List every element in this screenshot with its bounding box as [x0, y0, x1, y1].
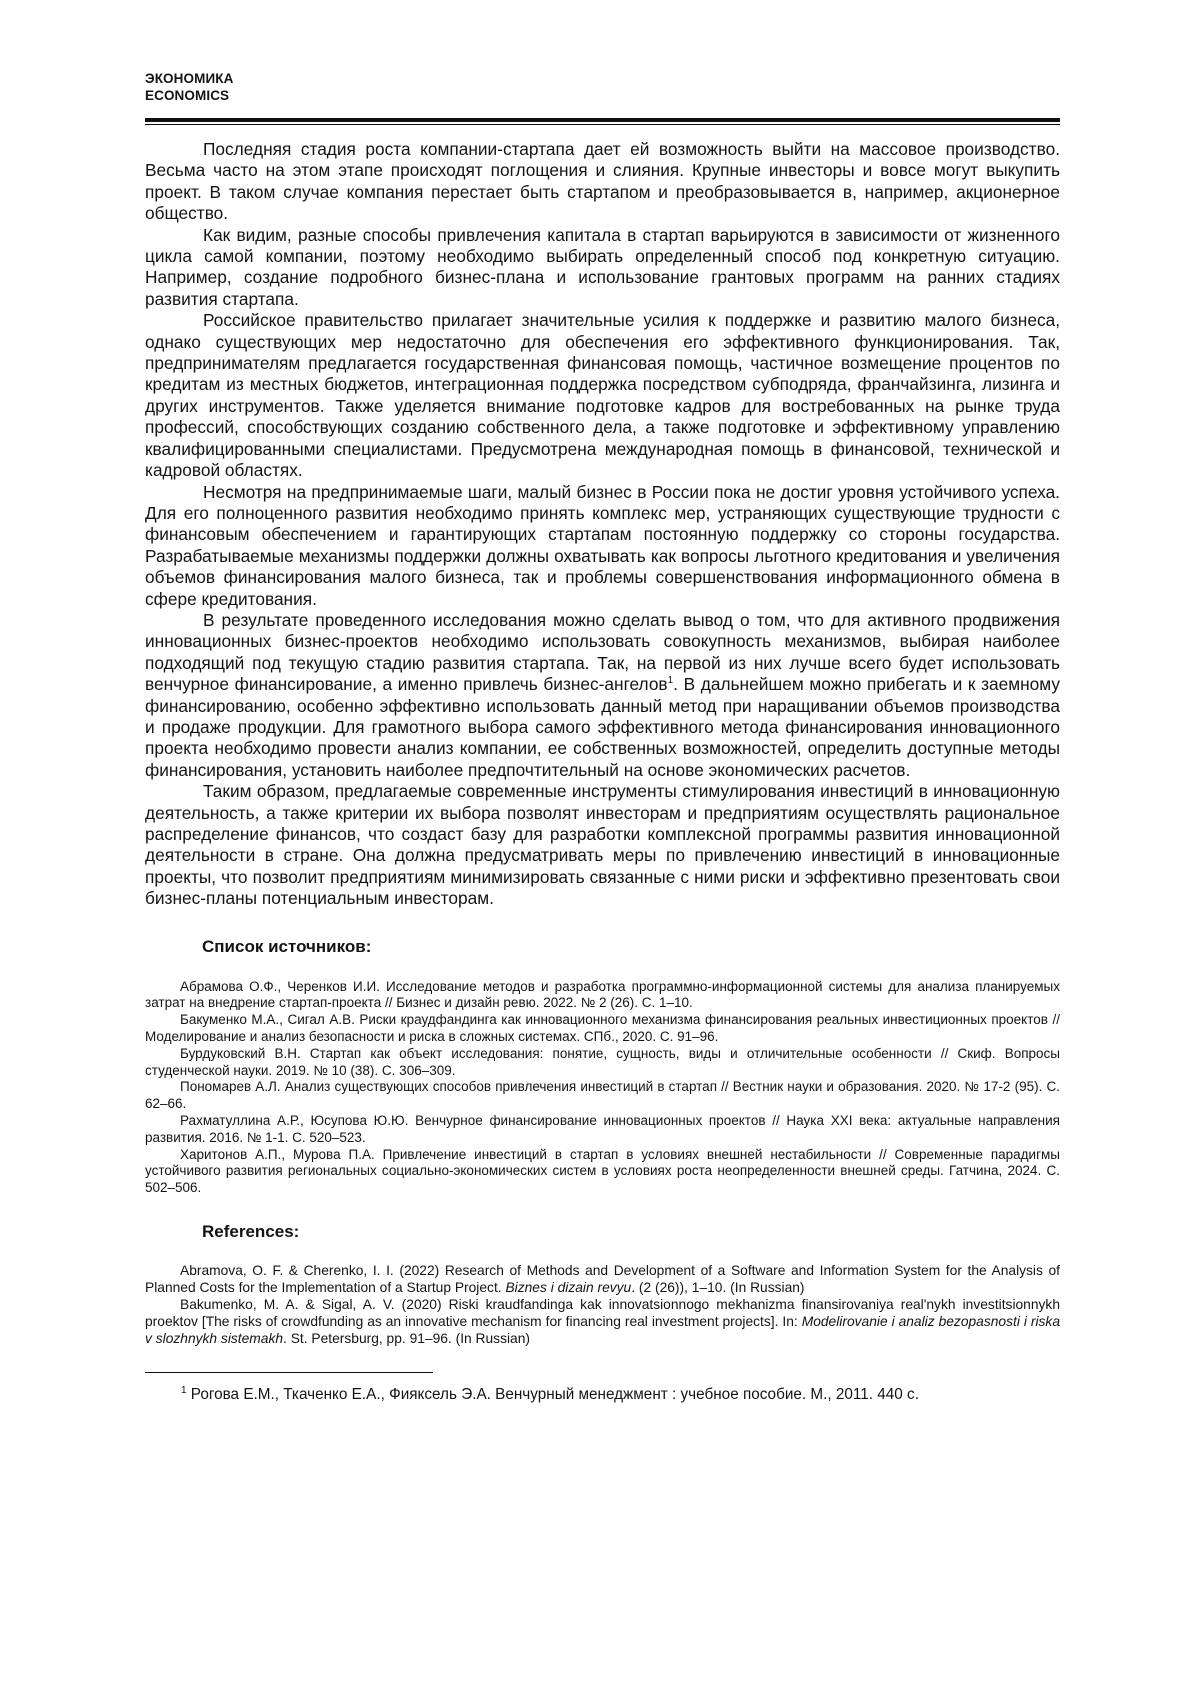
header-rule-thick: [145, 118, 1060, 122]
reference-text: Abramova, O. F. & Cherenko, I. I. (2022) Research of Methods and Development of a Software and Information System for the Analysis of Planned Costs for the Implementation of a Startup Project.: [145, 1262, 1060, 1295]
body-paragraph: Российское правительство прилагает значительные усилия к поддержке и развитию малого бизнеса, однако существующих мер недостаточно для обеспечения его эффективного функционирования. Так, предпринимателям предлагается государственная финансовая помощь, частичное возмещение процентов по кредитам из местных бюджетов, интеграционная поддержка посредством субподряда, франчайзинга, лизинга и других инструментов. Также уделяется внимание подготовке кадров для востребованных на рынке труда профессий, способствующих созданию собственного дела, а также подготовке и эффективному управлению квалифицированными специалистами. Предусмотрена международная помощь в финансовой, технической и кадровой областях.: [145, 310, 1060, 481]
reference-journal: Biznes i dizain revyu: [505, 1279, 632, 1295]
reference-item: [145, 1263, 1060, 1297]
footnote-mark: 1: [181, 1384, 187, 1396]
section-title-en: ECONOMICS: [145, 88, 230, 103]
body-paragraph-text: В результате проведенного исследования можно сделать вывод о том, что для активного продвижения инновационных бизнес-проектов необходимо использовать совокупность механизмов, выбирая наиболее подходящий под текущую стадию развития стартапа. Так, на первой из них лучше всего будет использовать венчурное финансирование, а именно привлечь бизнес-ангелов: [145, 609, 1060, 695]
body-paragraph: [145, 610, 1060, 781]
footnote-text: Рогова Е.М., Ткаченко Е.А., Фияксель Э.А. Венчурный менеджмент : учебное пособие. М., 2011. 440 с.: [186, 1385, 919, 1403]
body-paragraph: Таким образом, предлагаемые современные инструменты стимулирования инвестиций в инновационную деятельность, а также критерии их выбора позволят инвесторам и предприятиям осуществлять рациональное распределение финансов, что создаст базу для разработки комплексной программы развития инновационной деятельности в стране. Она должна предусматривать меры по привлечению инвестиций в инновационные проекты, что позволит предприятиям минимизировать связанные с ними риски и эффективно презентовать свои бизнес-планы потенциальным инвесторам.: [145, 781, 1060, 909]
reference-journal: Modelirovanie i analiz bezopasnosti i riska v slozhnykh sistemakh: [145, 1313, 1060, 1346]
body-paragraph-text: . В дальнейшем можно прибегать и к заемному финансированию, особенно эффективно использовать данный метод при наращивании объемов производства и продаже продукции. Для грамотного выбора самого эффективного метода финансирования инновационного проекта необходимо провести анализ компании, ее собственных возможностей, определить доступные методы финансирования, установить наиболее предпочтительный на основе экономических расчетов.: [145, 674, 1060, 780]
section-title-ru: ЭКОНОМИКА: [145, 71, 234, 86]
body-paragraph: Как видим, разные способы привлечения капитала в стартап варьируются в зависимости от жизненного цикла самой компании, поэтому необходимо выбирать определенный способ под конкретную ситуацию. Например, создание подробного бизнес-плана и использование грантовых программ на ранних стадиях развития стартапа.: [145, 224, 1060, 309]
reference-text: . St. Petersburg, pp. 91–96. (In Russian): [283, 1330, 530, 1346]
source-item: Пономарев А.Л. Анализ существующих способов привлечения инвестиций в стартап // Вестник науки и образования. 2020. № 17-2 (95). С. 62–66.: [145, 1079, 1060, 1112]
header-rule-thin: [145, 124, 1060, 125]
journal-page: [145, 70, 1060, 1404]
reference-text: Bakumenko, M. A. & Sigal, A. V. (2020) Riski kraudfandinga kak innovatsionnogo mekhanizma finansirovaniya real'nykh investitsionnykh proektov [The risks of crowdfunding as an innovative mechanism for financing real investment projects]. In:: [145, 1296, 1060, 1329]
footnote-reference[interactable]: 1: [667, 675, 674, 687]
source-item: Бурдуковский В.Н. Стартап как объект исследования: понятие, сущность, виды и отличительные особенности // Скиф. Вопросы студенческой науки. 2019. № 10 (38). С. 306–309.: [145, 1045, 1060, 1078]
source-item: Рахматуллина А.Р., Юсупова Ю.Ю. Венчурное финансирование инновационных проектов // Наука XXI века: актуальные направления развития. 2016. № 1-1. С. 520–523.: [145, 1113, 1060, 1145]
source-item: Харитонов А.П., Мурова П.А. Привлечение инвестиций в стартап в условиях внешней нестабильности // Современные парадигмы устойчивого развития региональных социально-экономических систем в условиях роста неопределенности внешней среды. Гатчина, 2024. С. 502–506.: [145, 1146, 1060, 1196]
article-body: [145, 139, 1060, 910]
reference-item: [145, 1297, 1060, 1348]
source-item: Абрамова О.Ф., Черенков И.И. Исследование методов и разработка программно-информационной системы для анализа планируемых затрат на внедрение стартап-проекта // Бизнес и дизайн ревю. 2022. № 2 (26). С. 1–10.: [145, 978, 1060, 1011]
references-list: [145, 1263, 1060, 1348]
sources-heading: Список источников:: [202, 936, 372, 956]
sources-list: [145, 979, 1060, 1197]
references-heading: References:: [202, 1221, 300, 1241]
source-item: Бакуменко М.А., Сигал А.В. Риски краудфандинга как инновационного механизма финансирования реальных инвестиционных проектов // Моделирование и анализ безопасности и риска в сложных системах. СПб., 2020. С. 91–96.: [145, 1012, 1060, 1045]
footnote-separator: [145, 1372, 433, 1373]
body-paragraph: Несмотря на предпринимаемые шаги, малый бизнес в России пока не достиг уровня устойчивого успеха. Для его полноценного развития необходимо принять комплекс мер, устраняющих существующие трудности с финансовым обеспечением и гарантирующих стартапам постоянную поддержку со стороны государства. Разрабатываемые механизмы поддержки должны охватывать как вопросы льготного кредитования и увеличения объемов финансирования малого бизнеса, так и проблемы совершенствования информационного обмена в сфере кредитования.: [145, 481, 1060, 609]
footnote: [181, 1385, 1060, 1404]
running-head: [145, 70, 1060, 104]
reference-text: . (2 (26)), 1–10. (In Russian): [631, 1279, 805, 1295]
body-paragraph: Последняя стадия роста компании-стартапа дает ей возможность выйти на массовое производство. Весьма часто на этом этапе происходят поглощения и слияния. Крупные инвесторы и вовсе могут выкупить проект. В таком случае компания перестает быть стартапом и преобразовывается в, например, акционерное общество.: [145, 139, 1060, 224]
